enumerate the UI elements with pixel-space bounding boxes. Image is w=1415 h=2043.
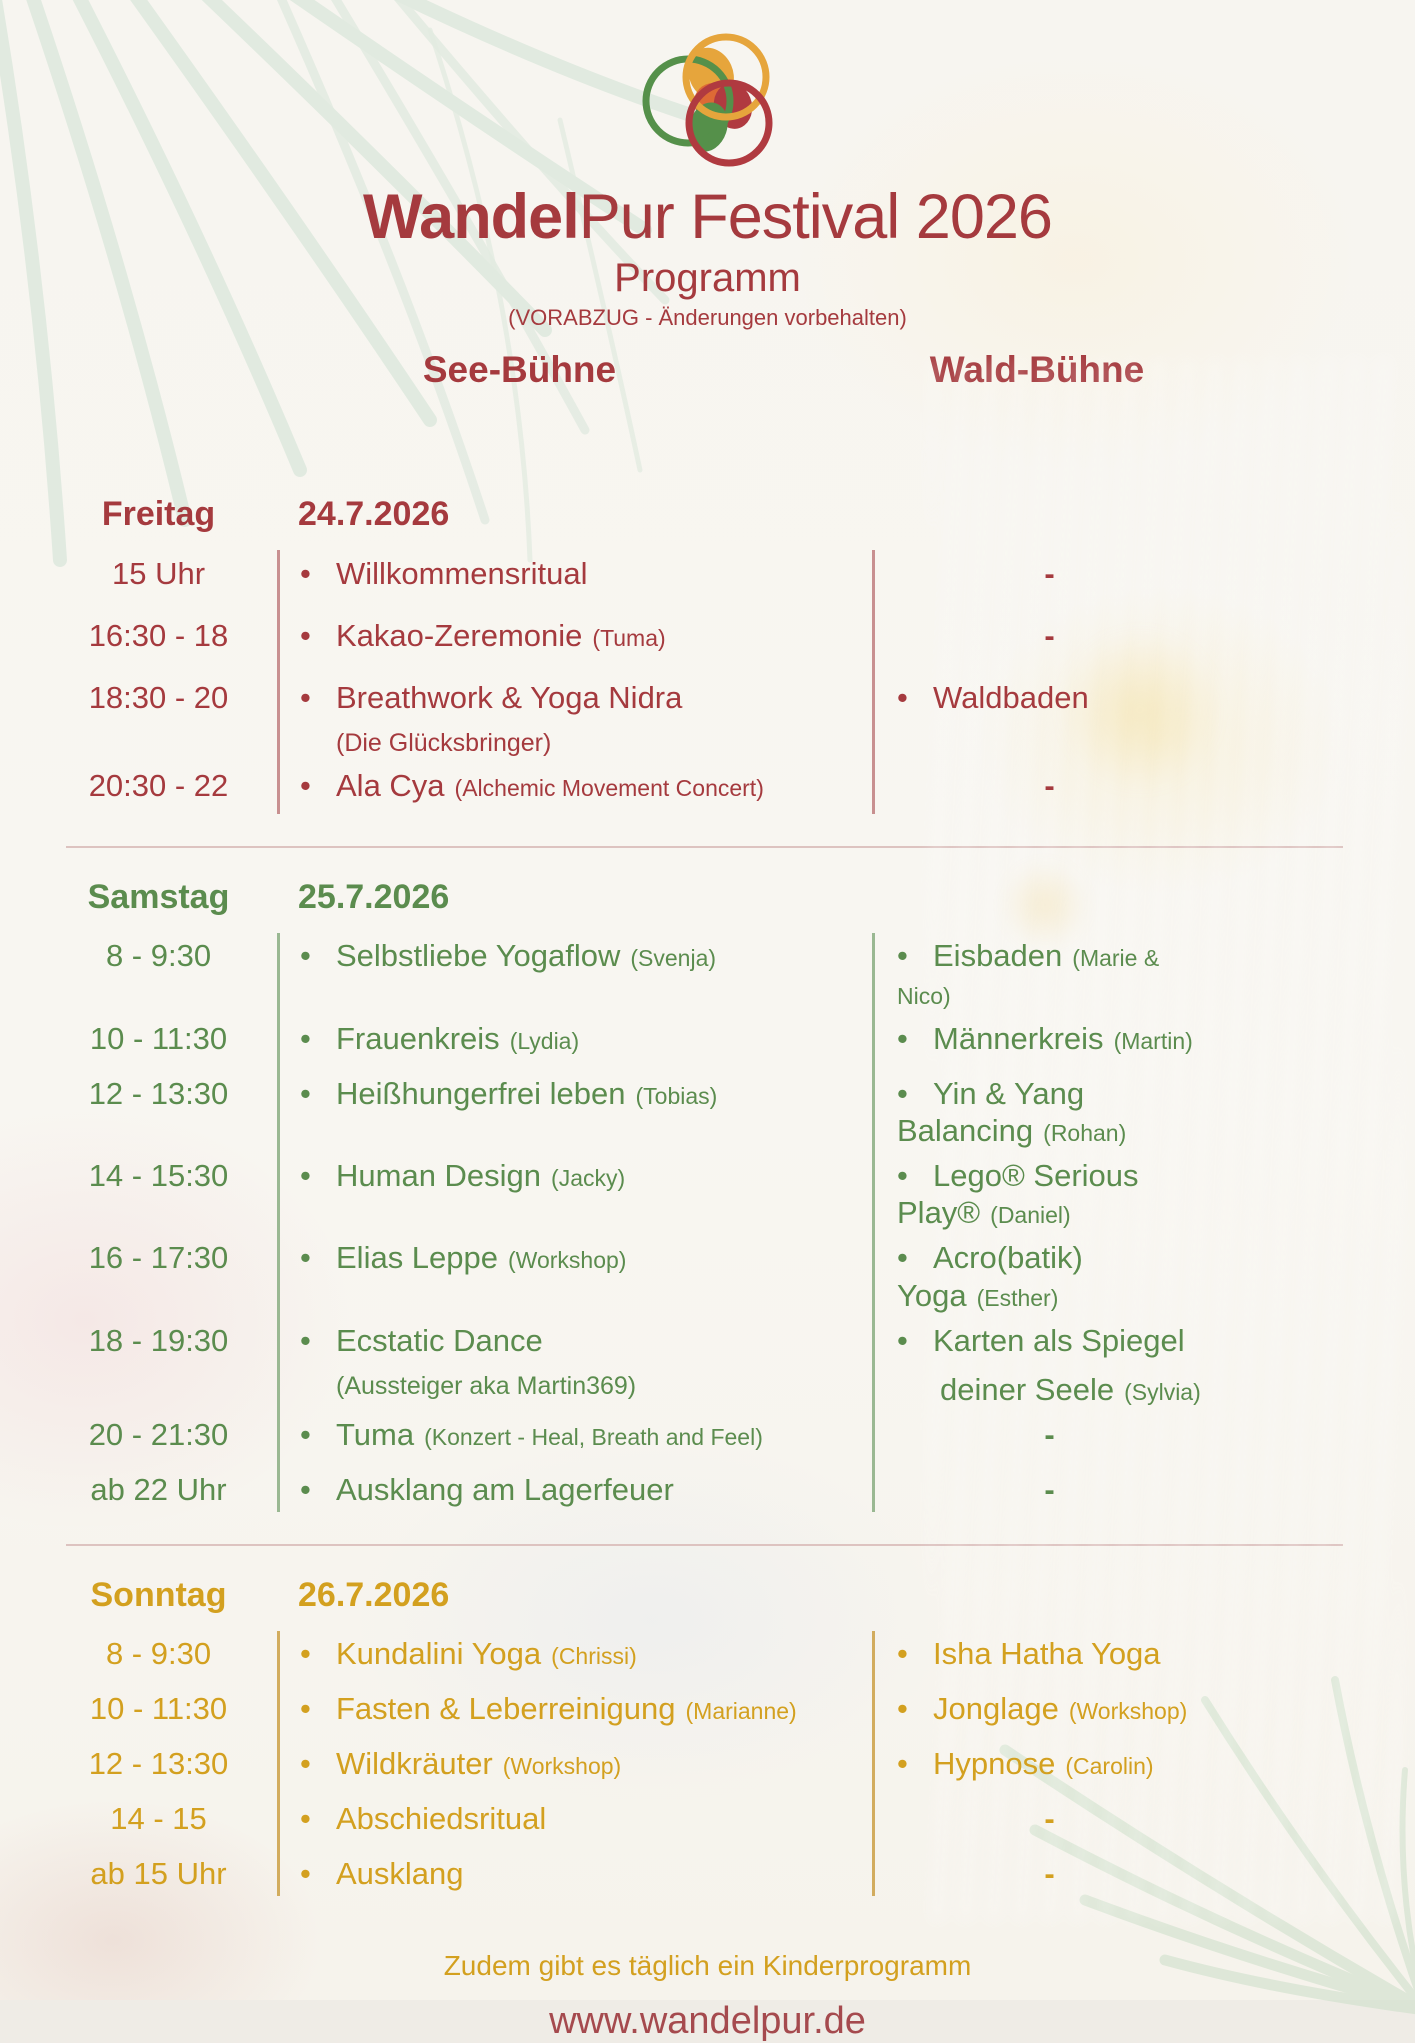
stage-cell-wald xyxy=(872,1020,1202,1057)
event-line-continuation xyxy=(940,1371,1202,1408)
bullet-icon: • xyxy=(300,1158,311,1194)
bullet-icon: • xyxy=(300,1636,311,1672)
bullet-icon: • xyxy=(300,768,311,804)
stage-cell-see xyxy=(277,617,872,654)
event-line xyxy=(300,767,872,804)
column-divider-line xyxy=(872,1631,875,1896)
stage-cell-see xyxy=(277,555,872,592)
event-title: Elias Leppe xyxy=(336,1240,499,1276)
bullet-icon: • xyxy=(300,1322,311,1358)
schedule-row xyxy=(0,929,1415,1011)
schedule-row xyxy=(0,1682,1415,1737)
page-title-bold-part: Wandel xyxy=(363,182,579,252)
event-presenter: (Tuma) xyxy=(592,625,666,652)
event-title: Karten als Spiegel xyxy=(933,1322,1185,1358)
time-label: 12 - 13:30 xyxy=(88,1075,229,1111)
event-presenter: (Konzert - Heal, Breath and Feel) xyxy=(424,1424,763,1451)
event-title: Hypnose xyxy=(933,1746,1056,1782)
event-line xyxy=(300,1020,872,1057)
time-label: ab 15 Uhr xyxy=(90,1856,227,1892)
bullet-icon: • xyxy=(300,618,311,654)
bullet-icon: • xyxy=(300,1691,311,1727)
event-subtitle: (Aussteiger aka Martin369) xyxy=(336,1372,637,1401)
event-title: Ausklang am Lagerfeuer xyxy=(336,1472,674,1508)
bullet-icon: • xyxy=(300,1075,311,1111)
day-name: Samstag xyxy=(87,878,230,917)
event-title: Fasten & Leberreinigung xyxy=(336,1691,676,1727)
event-presenter: (Svenja) xyxy=(630,945,717,972)
time-label: 16 - 17:30 xyxy=(88,1240,229,1276)
event-presenter: (Esther) xyxy=(976,1284,1059,1311)
page-subtitle: Programm xyxy=(614,256,801,301)
schedule-row xyxy=(0,758,1415,820)
event-line xyxy=(300,1322,872,1359)
event-presenter: (Rohan) xyxy=(1043,1119,1127,1146)
bullet-icon: • xyxy=(300,1472,311,1508)
day-section-freitag xyxy=(0,495,1415,820)
stage-cell-wald xyxy=(872,1856,1202,1892)
column-header-wald-buehne: Wald-Bühne xyxy=(929,349,1145,391)
empty-slot-dash: - xyxy=(1044,1472,1055,1508)
event-line xyxy=(897,1745,1202,1782)
event-line xyxy=(300,1800,872,1837)
bullet-icon: • xyxy=(897,1636,908,1672)
event-presenter: (Lydia) xyxy=(509,1027,580,1054)
time-label: 20 - 21:30 xyxy=(88,1417,229,1453)
schedule-row xyxy=(0,546,1415,608)
column-divider-line xyxy=(277,933,280,1512)
empty-slot-dash: - xyxy=(1044,768,1055,804)
column-divider-line xyxy=(277,550,280,814)
page-title xyxy=(0,184,1415,250)
poster-header xyxy=(0,0,1415,331)
draft-note: (VORABZUG - Änderungen vorbehalten) xyxy=(508,305,907,331)
event-line xyxy=(897,1322,1202,1359)
schedule-row xyxy=(0,1737,1415,1792)
stage-cell-see xyxy=(277,1416,872,1453)
event-line xyxy=(897,1157,1202,1231)
empty-slot-dash: - xyxy=(1044,1801,1055,1837)
bullet-icon: • xyxy=(300,1856,311,1892)
event-title: Kakao-Zeremonie xyxy=(336,618,583,654)
event-line xyxy=(300,1690,872,1727)
stage-cell-see xyxy=(277,1157,872,1194)
schedule-row xyxy=(0,1847,1415,1902)
stage-cell-wald xyxy=(872,1417,1202,1453)
event-presenter: (Tobias) xyxy=(635,1082,718,1109)
bullet-icon: • xyxy=(300,680,311,716)
stage-cell-wald xyxy=(872,1801,1202,1837)
stage-cell-wald xyxy=(872,1075,1202,1149)
event-title: Tuma xyxy=(336,1417,415,1453)
day-header xyxy=(0,495,1415,534)
event-presenter: (Marianne) xyxy=(685,1698,797,1725)
event-title: Ecstatic Dance xyxy=(336,1322,543,1358)
column-header-see-buehne: See-Bühne xyxy=(422,349,617,391)
time-label: 8 - 9:30 xyxy=(105,938,212,974)
bullet-icon: • xyxy=(300,1801,311,1837)
time-label: 20:30 - 22 xyxy=(88,768,229,804)
stage-cell-wald xyxy=(872,1472,1202,1508)
bullet-icon: • xyxy=(897,1691,908,1727)
section-divider xyxy=(66,846,1343,848)
bullet-icon: • xyxy=(300,1240,311,1276)
event-presenter: (Martin) xyxy=(1113,1027,1193,1054)
bullet-icon: • xyxy=(300,556,311,592)
event-title: Ausklang xyxy=(336,1856,464,1892)
stage-cell-see xyxy=(277,679,872,758)
schedule-row xyxy=(0,1792,1415,1847)
empty-slot-dash: - xyxy=(1044,618,1055,654)
schedule-row xyxy=(0,1408,1415,1463)
time-label: 18:30 - 20 xyxy=(88,680,229,716)
event-title: Männerkreis xyxy=(933,1020,1104,1056)
stage-cell-see xyxy=(277,1020,872,1057)
bullet-icon: • xyxy=(897,680,908,716)
schedule-row xyxy=(0,1067,1415,1149)
stage-cell-see xyxy=(277,1690,872,1727)
event-line xyxy=(300,1416,872,1453)
empty-slot-dash: - xyxy=(1044,1856,1055,1892)
event-title: Abschiedsritual xyxy=(336,1801,547,1837)
event-title: Selbstliebe Yogaflow xyxy=(336,938,621,974)
stage-cell-wald xyxy=(872,1322,1202,1408)
schedule-row xyxy=(0,1627,1415,1682)
stage-column-headers xyxy=(0,349,1415,391)
event-presenter: (Sylvia) xyxy=(1124,1379,1201,1406)
stage-cell-wald xyxy=(872,768,1202,804)
stage-cell-wald xyxy=(872,618,1202,654)
event-line xyxy=(897,937,1202,1011)
event-line xyxy=(300,679,872,716)
event-line xyxy=(300,1471,872,1508)
stage-cell-see xyxy=(277,937,872,974)
event-presenter: (Marie & Nico) xyxy=(897,945,1160,1009)
website-url: www.wandelpur.de xyxy=(549,2000,866,2043)
schedule-row xyxy=(0,1012,1415,1067)
day-rows xyxy=(0,546,1415,820)
event-title-continuation: deiner Seele xyxy=(940,1372,1115,1408)
day-date: 24.7.2026 xyxy=(298,495,450,534)
event-title: Frauenkreis xyxy=(336,1020,500,1056)
day-name: Freitag xyxy=(101,495,216,534)
bullet-icon: • xyxy=(300,938,311,974)
stage-cell-see xyxy=(277,1800,872,1837)
stage-cell-wald xyxy=(872,679,1202,716)
stage-cell-see xyxy=(277,1322,872,1401)
event-line xyxy=(300,617,872,654)
event-line xyxy=(897,1635,1202,1672)
event-title: Wildkräuter xyxy=(336,1746,493,1782)
event-title: Kundalini Yoga xyxy=(336,1636,542,1672)
event-title: Isha Hatha Yoga xyxy=(933,1636,1161,1672)
section-divider xyxy=(66,1544,1343,1546)
column-divider-line xyxy=(277,1631,280,1896)
event-line xyxy=(897,1075,1202,1149)
stage-cell-wald xyxy=(872,1690,1202,1727)
event-line xyxy=(300,937,872,974)
schedule-row xyxy=(0,1231,1415,1313)
time-label: 15 Uhr xyxy=(111,556,206,592)
event-presenter: (Daniel) xyxy=(990,1202,1071,1229)
bullet-icon: • xyxy=(300,1020,311,1056)
day-header xyxy=(0,878,1415,917)
event-line xyxy=(897,1020,1202,1057)
event-presenter: (Carolin) xyxy=(1065,1753,1154,1780)
event-line xyxy=(300,1157,872,1194)
event-title: Yin & Yang Balancing xyxy=(897,1075,1085,1148)
event-title: Willkommensritual xyxy=(336,556,588,592)
schedule-row xyxy=(0,1463,1415,1518)
bullet-icon: • xyxy=(897,1158,908,1194)
event-title: Eisbaden xyxy=(933,938,1063,974)
event-title: Jonglage xyxy=(933,1691,1059,1727)
day-rows xyxy=(0,929,1415,1518)
time-label: 8 - 9:30 xyxy=(105,1636,212,1672)
event-line xyxy=(300,1855,872,1892)
day-header xyxy=(0,1576,1415,1615)
poster-footer xyxy=(0,1950,1415,2043)
event-line xyxy=(300,555,872,592)
empty-slot-dash: - xyxy=(1044,1417,1055,1453)
schedule-row xyxy=(0,1149,1415,1231)
event-subtitle: (Die Glücksbringer) xyxy=(336,729,552,758)
stage-cell-wald xyxy=(872,556,1202,592)
event-presenter: (Workshop) xyxy=(1068,1698,1188,1725)
day-name: Sonntag xyxy=(90,1576,227,1615)
column-divider-line xyxy=(872,550,875,814)
time-label: 10 - 11:30 xyxy=(89,1020,228,1056)
event-line xyxy=(897,1690,1202,1727)
stage-cell-see xyxy=(277,1745,872,1782)
time-label: ab 22 Uhr xyxy=(90,1472,227,1508)
time-label: 16:30 - 18 xyxy=(88,618,229,654)
time-label: 12 - 13:30 xyxy=(88,1746,229,1782)
bullet-icon: • xyxy=(897,1020,908,1056)
stage-cell-see xyxy=(277,1239,872,1276)
program-schedule xyxy=(0,495,1415,1902)
event-presenter: (Jacky) xyxy=(551,1165,626,1192)
bullet-icon: • xyxy=(897,1075,908,1111)
page-title-rest-part: Pur Festival 2026 xyxy=(578,182,1052,252)
stage-cell-wald xyxy=(872,1157,1202,1231)
bullet-icon: • xyxy=(897,1746,908,1782)
bullet-icon: • xyxy=(300,1417,311,1453)
event-line xyxy=(300,1075,872,1112)
stage-cell-see xyxy=(277,767,872,804)
bullet-icon: • xyxy=(897,1322,908,1358)
event-title: Lego® Serious Play® xyxy=(897,1158,1139,1231)
day-date: 26.7.2026 xyxy=(298,1576,450,1615)
kids-program-note: Zudem gibt es täglich ein Kinderprogramm xyxy=(443,1950,972,1982)
festival-logo-overlapping-circles-icon xyxy=(632,26,784,174)
event-line xyxy=(300,1635,872,1672)
column-divider-line xyxy=(872,933,875,1512)
event-presenter: (Workshop) xyxy=(502,1753,622,1780)
event-title: Ala Cya xyxy=(336,768,445,804)
day-rows xyxy=(0,1627,1415,1902)
time-label: 18 - 19:30 xyxy=(88,1322,229,1358)
bullet-icon: • xyxy=(897,1240,908,1276)
stage-cell-wald xyxy=(872,1635,1202,1672)
schedule-row xyxy=(0,1314,1415,1408)
schedule-row xyxy=(0,608,1415,670)
event-title: Heißhungerfrei leben xyxy=(336,1075,626,1111)
stage-cell-wald xyxy=(872,1239,1202,1313)
stage-cell-see xyxy=(277,1471,872,1508)
bullet-icon: • xyxy=(897,938,908,974)
empty-slot-dash: - xyxy=(1044,556,1055,592)
stage-cell-wald xyxy=(872,937,1202,1011)
event-title: Human Design xyxy=(336,1158,542,1194)
time-label: 14 - 15:30 xyxy=(88,1158,229,1194)
event-presenter: (Workshop) xyxy=(508,1247,627,1274)
time-label: 14 - 15 xyxy=(110,1801,207,1837)
schedule-row xyxy=(0,670,1415,758)
event-line xyxy=(300,1239,872,1276)
event-title: Acro(batik) Yoga xyxy=(897,1240,1083,1313)
event-title: Breathwork & Yoga Nidra xyxy=(336,680,683,716)
stage-cell-see xyxy=(277,1855,872,1892)
bullet-icon: • xyxy=(300,1746,311,1782)
day-date: 25.7.2026 xyxy=(298,878,450,917)
stage-cell-see xyxy=(277,1635,872,1672)
event-line xyxy=(300,1745,872,1782)
event-line xyxy=(897,1239,1202,1313)
day-section-sonntag xyxy=(0,1576,1415,1902)
event-presenter: (Alchemic Movement Concert) xyxy=(454,775,764,802)
time-label: 10 - 11:30 xyxy=(89,1691,228,1727)
day-section-samstag xyxy=(0,878,1415,1518)
stage-cell-wald xyxy=(872,1745,1202,1782)
event-title: Waldbaden xyxy=(933,680,1089,716)
event-line xyxy=(897,679,1202,716)
event-presenter: (Chrissi) xyxy=(551,1643,637,1670)
stage-cell-see xyxy=(277,1075,872,1112)
